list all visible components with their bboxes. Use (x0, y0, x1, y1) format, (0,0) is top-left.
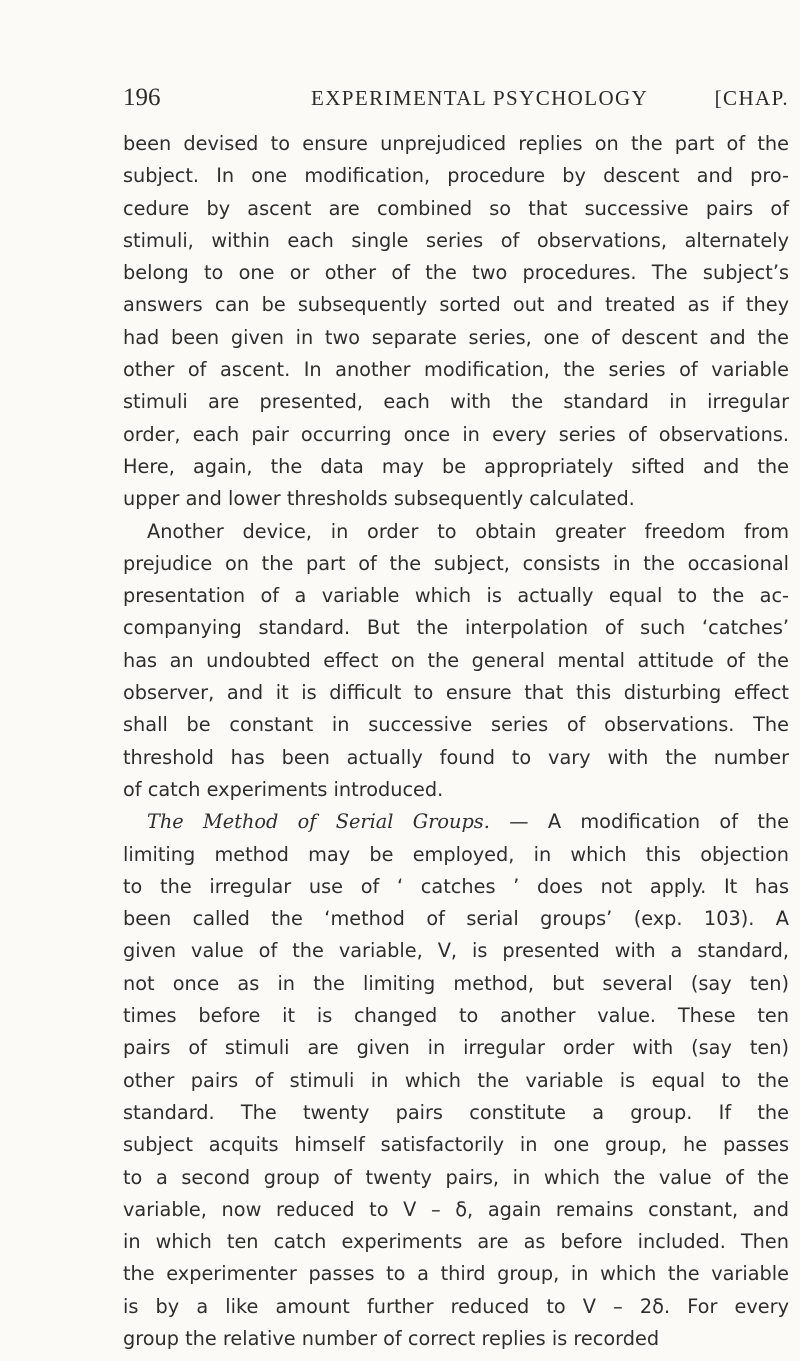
running-title: EXPERIMENTAL PSYCHOLOGY (311, 86, 649, 110)
text-line: is by a like amount further reduced to V – 2δ. For every (123, 1294, 789, 1318)
paragraph (123, 806, 789, 1355)
text-line: shall be constant in successive series of observations. The (123, 713, 789, 737)
text-line: Here, again, the data may be appropriately sifted and the (123, 454, 789, 478)
text-line: Another device, in order to obtain greater freedom from (147, 519, 789, 543)
text-line: pairs of stimuli are given in irregular order with (say ten) (123, 1036, 789, 1060)
text-line: to the irregular use of ‘ catches ’ does not apply. It has (123, 874, 789, 898)
text-line: group the relative number of correct replies is recorded (123, 1326, 660, 1350)
text-line: subject acquits himself satisfactorily in one group, he passes (123, 1133, 789, 1157)
text-line: cedure by ascent are combined so that successive pairs of (123, 196, 789, 220)
text-line: been devised to ensure unprejudiced replies on the part of the (123, 132, 789, 155)
text-line: answers can be subsequently sorted out and treated as if they (123, 293, 789, 317)
text-line: has an undoubted effect on the general mental attitude of the (123, 648, 789, 672)
page-number: 196 (123, 84, 161, 111)
text-line: subject. In one modification, procedure by descent and pro- (123, 164, 789, 188)
text-line: presentation of a variable which is actually equal to the ac- (123, 584, 789, 608)
text-line: the experimenter passes to a third group, in which the variable (123, 1262, 789, 1286)
text-line: threshold has been actually found to vary with the number (123, 745, 789, 769)
text-line: to a second group of twenty pairs, in which the value of the (123, 1165, 789, 1189)
text-line: variable, now reduced to V – δ, again remains constant, and (123, 1197, 789, 1221)
text-line: limiting method may be employed, in which this objection (123, 842, 789, 866)
paragraph (123, 128, 789, 516)
text-line: stimuli, within each single series of observations, alternately (123, 228, 789, 252)
text-line: upper and lower thresholds subsequently calculated. (123, 487, 635, 511)
text-line: times before it is changed to another value. These ten (123, 1004, 789, 1028)
page-header (123, 84, 789, 118)
text-line: stimuli are presented, each with the standard in irregular (123, 390, 789, 414)
text-line: prejudice on the part of the subject, consists in the occasional (123, 551, 789, 575)
section-heading: The Method of Serial Groups. (147, 810, 490, 834)
text-line: other of ascent. In another modification, the series of variable (123, 358, 789, 382)
text-line: order, each pair occurring once in every series of observations. (123, 422, 789, 446)
text-line: had been given in two separate series, one of descent and the (123, 325, 789, 349)
text-line: been called the ‘method of serial groups’ (exp. 103). A (123, 907, 789, 931)
text-line: observer, and it is difficult to ensure that this disturbing effect (123, 681, 789, 705)
paragraph (123, 516, 789, 807)
text-line: of catch experiments introduced. (123, 777, 444, 801)
text-line: given value of the variable, V, is presented with a standard, (123, 939, 789, 963)
text-line: The Method of Serial Groups. — A modification of the (147, 810, 789, 834)
text-line: in which ten catch experiments are as before included. Then (123, 1230, 789, 1254)
body-text (123, 128, 789, 1355)
text-line: belong to one or other of the two procedures. The subject’s (123, 261, 789, 285)
text-line: not once as in the limiting method, but several (say ten) (123, 971, 789, 995)
text-line: companying standard. But the interpolation of such ‘catches’ (123, 616, 789, 640)
text-line: standard. The twenty pairs constitute a group. If the (123, 1100, 789, 1124)
text-line: other pairs of stimuli in which the variable is equal to the (123, 1068, 789, 1092)
chapter-marker: [CHAP. (714, 86, 789, 110)
